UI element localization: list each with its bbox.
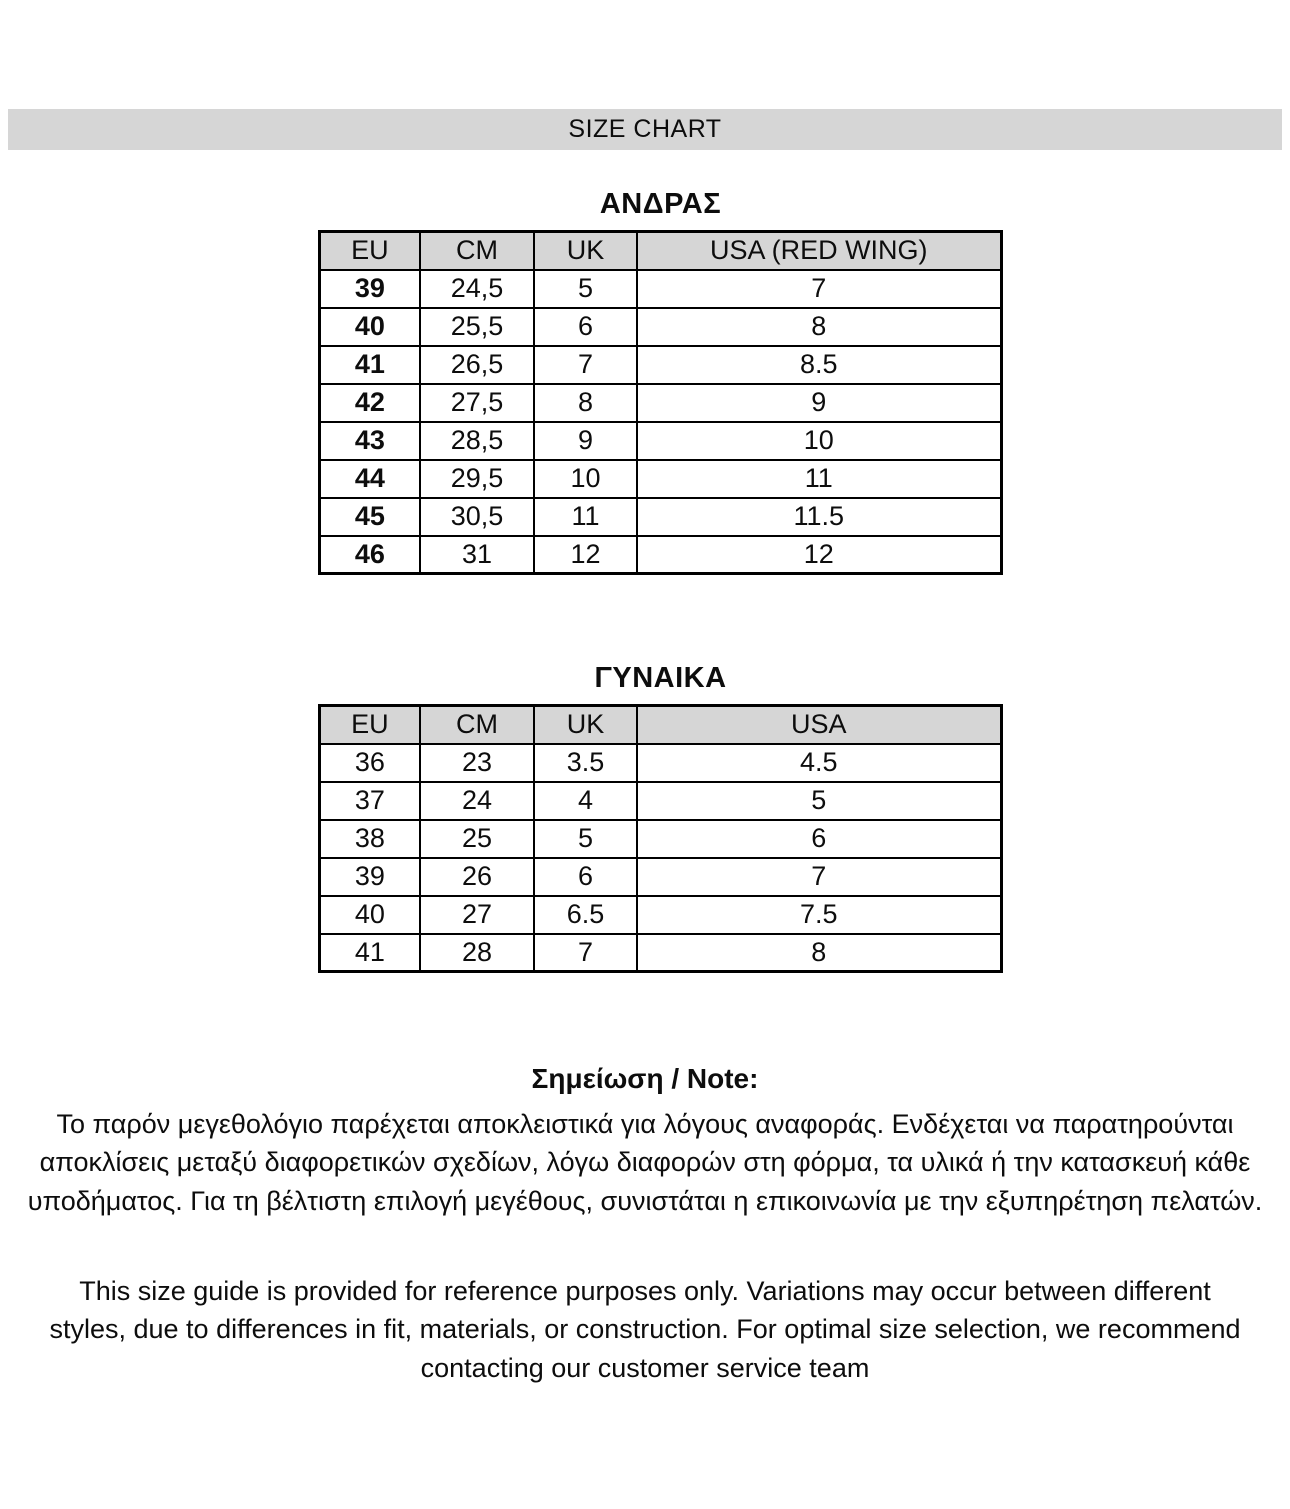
table-row <box>320 270 1002 308</box>
table-cell: 31 <box>420 536 535 574</box>
table-cell: 25 <box>420 820 535 858</box>
table-row <box>320 934 1002 972</box>
table-cell: 8.5 <box>637 346 1002 384</box>
table-cell: 30,5 <box>420 498 535 536</box>
table-cell: 6 <box>637 820 1002 858</box>
table-cell: 38 <box>320 820 420 858</box>
table-cell: 25,5 <box>420 308 535 346</box>
table-row <box>320 422 1002 460</box>
table-cell: 26 <box>420 858 535 896</box>
mens-table-title: ΑΝΔΡΑΣ <box>599 188 722 220</box>
table-header-cell: UK <box>534 232 636 270</box>
table-row <box>320 384 1002 422</box>
title-bar <box>8 109 1282 150</box>
table-cell: 12 <box>637 536 1002 574</box>
table-row <box>320 498 1002 536</box>
table-row <box>320 896 1002 934</box>
table-cell: 10 <box>534 460 636 498</box>
table-row <box>320 820 1002 858</box>
table-header-row <box>320 232 1002 270</box>
table-header-cell: CM <box>420 706 535 744</box>
table-cell: 28 <box>420 934 535 972</box>
table-cell: 7 <box>637 858 1002 896</box>
table-cell: 8 <box>637 308 1002 346</box>
table-cell: 36 <box>320 744 420 782</box>
table-cell: 7 <box>534 934 636 972</box>
table-header-cell: EU <box>320 706 420 744</box>
table-header-cell: USA <box>637 706 1002 744</box>
table-cell: 37 <box>320 782 420 820</box>
table-cell: 7.5 <box>637 896 1002 934</box>
note-text-english: This size guide is provided for reference purposes only. Variations may occur between different styles, due to differences in fit, materials, or construction. For optimal size selection, we recommend contacting our customer service team <box>49 1275 1241 1383</box>
table-cell: 40 <box>320 308 420 346</box>
note-text-greek: Το παρόν μεγεθολόγιο παρέχεται αποκλειστικά για λόγους αναφοράς. Ενδέχεται να παρατηρούνται αποκλίσεις μεταξύ διαφορετικών σχεδίων, λόγω διαφορών στη φόρμα, τα υλικά ή την κατασκευή κάθε υποδήματος. Για τη βέλτιστη επιλογή μεγέθους, συνιστάται η επικοινωνία με την εξυπηρέτηση πελατών. <box>27 1109 1263 1216</box>
table-header-row <box>320 706 1002 744</box>
womens-table-title: ΓΥΝΑΙΚΑ <box>594 662 727 694</box>
table-row <box>320 346 1002 384</box>
table-cell: 42 <box>320 384 420 422</box>
table-cell: 9 <box>534 422 636 460</box>
table-cell: 5 <box>534 270 636 308</box>
notes-section <box>0 1063 1290 1387</box>
table-cell: 44 <box>320 460 420 498</box>
womens-size-section <box>318 575 1003 973</box>
table-header-cell: UK <box>534 706 636 744</box>
table-cell: 43 <box>320 422 420 460</box>
page-title: SIZE CHART <box>568 115 722 143</box>
table-cell: 23 <box>420 744 535 782</box>
table-cell: 9 <box>637 384 1002 422</box>
table-cell: 39 <box>320 858 420 896</box>
table-cell: 41 <box>320 346 420 384</box>
table-cell: 24,5 <box>420 270 535 308</box>
table-cell: 11 <box>637 460 1002 498</box>
table-cell: 11.5 <box>637 498 1002 536</box>
table-cell: 24 <box>420 782 535 820</box>
table-cell: 12 <box>534 536 636 574</box>
table-header-cell: USA (RED WING) <box>637 232 1002 270</box>
table-cell: 46 <box>320 536 420 574</box>
table-cell: 40 <box>320 896 420 934</box>
table-cell: 29,5 <box>420 460 535 498</box>
table-cell: 8 <box>637 934 1002 972</box>
mens-size-section <box>318 150 1003 575</box>
table-cell: 45 <box>320 498 420 536</box>
table-cell: 10 <box>637 422 1002 460</box>
table-cell: 5 <box>534 820 636 858</box>
table-row <box>320 460 1002 498</box>
table-cell: 4.5 <box>637 744 1002 782</box>
table-cell: 7 <box>534 346 636 384</box>
table-row <box>320 858 1002 896</box>
note-heading: Σημείωση / Note: <box>531 1063 759 1094</box>
table-cell: 7 <box>637 270 1002 308</box>
table-row <box>320 308 1002 346</box>
table-cell: 27 <box>420 896 535 934</box>
table-row <box>320 536 1002 574</box>
womens-size-table <box>318 704 1003 973</box>
table-cell: 8 <box>534 384 636 422</box>
table-cell: 5 <box>637 782 1002 820</box>
table-header-cell: EU <box>320 232 420 270</box>
table-row <box>320 782 1002 820</box>
table-cell: 39 <box>320 270 420 308</box>
table-cell: 6 <box>534 858 636 896</box>
table-cell: 11 <box>534 498 636 536</box>
table-cell: 26,5 <box>420 346 535 384</box>
table-cell: 41 <box>320 934 420 972</box>
mens-size-table <box>318 230 1003 575</box>
table-cell: 6.5 <box>534 896 636 934</box>
table-cell: 3.5 <box>534 744 636 782</box>
table-row <box>320 744 1002 782</box>
table-cell: 28,5 <box>420 422 535 460</box>
table-cell: 6 <box>534 308 636 346</box>
table-cell: 27,5 <box>420 384 535 422</box>
table-cell: 4 <box>534 782 636 820</box>
table-header-cell: CM <box>420 232 535 270</box>
